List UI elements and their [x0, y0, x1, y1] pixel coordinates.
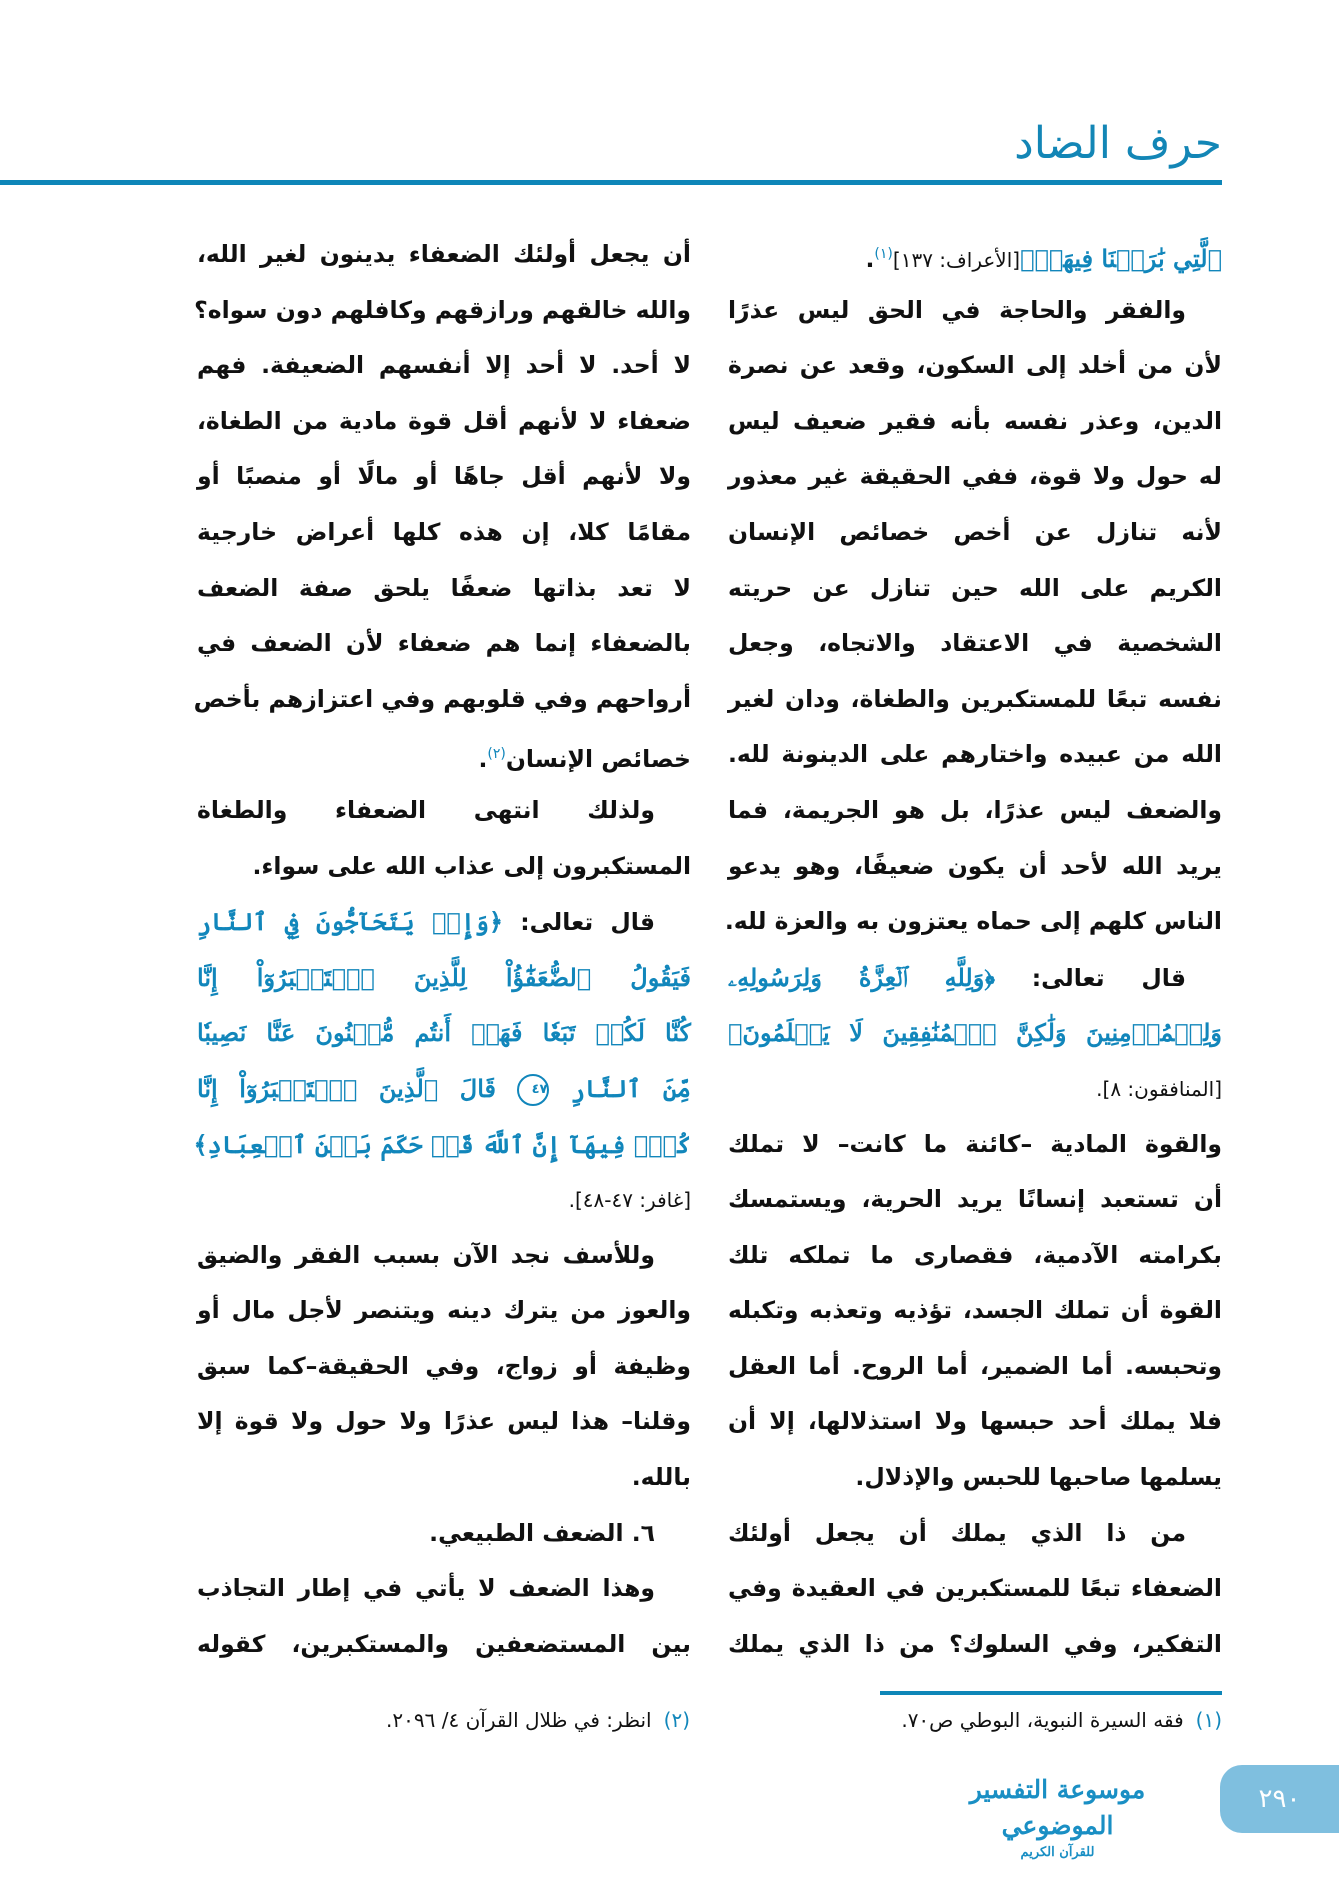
footnote-number: (٢) [663, 1708, 690, 1732]
text: خصائص الإنسان [505, 745, 691, 774]
punctuation: . [865, 244, 875, 273]
text-line: الشخصية في الاعتقاد والاتجاه، وجعل [728, 629, 1222, 658]
quote-lead: قال تعالى: [520, 908, 655, 937]
logo-subtitle: للقرآن الكريم [1020, 1845, 1095, 1860]
text-line: وقلنا– هذا ليس عذرًا ولا حول ولا قوة إلا [197, 1407, 691, 1436]
text-line: لا تعد بذاتها ضعفًا يلحق صفة الضعف [197, 573, 691, 602]
page-number: ٢٩٠ [1220, 1765, 1339, 1833]
text-line: والضعف ليس عذرًا، بل هو الجريمة، فما [728, 795, 1222, 824]
text-line: أن يجعل أولئك الضعفاء يدينون لغير الله، [197, 240, 691, 268]
text-line: الضعفاء تبعًا للمستكبرين في العقيدة وفي [728, 1574, 1222, 1603]
text-line: لا أحد. لا أحد إلا أنفسهم الضعيفة. فهم [197, 351, 691, 380]
text-line: أرواحهم وفي قلوبهم وفي اعتزازهم بأخص [193, 684, 691, 713]
text-line: أن تستعبد إنسانًا يريد الحرية، ويستمسك [728, 1185, 1222, 1214]
footnote-text: فقه السيرة النبوية، البوطي ص٧٠. [901, 1708, 1184, 1732]
chapter-title: حرف الضاد [1014, 118, 1222, 169]
footnote-number: (١) [1195, 1708, 1222, 1732]
text-line [728, 950, 1222, 1006]
text-line: مقامًا كلا، إن هذه كلها أعراض خارجية [197, 517, 691, 546]
quran-verse: ﴿وَلِلَّهِ ٱلۡعِزَّةُ وَلِرَسُولِهِۦ [728, 962, 995, 992]
verse-reference: [غافر: ٤٧-٤٨]. [568, 1188, 691, 1213]
logo-title: موسوعة التفسير الموضوعي [969, 1775, 1146, 1840]
verse-reference: [الأعراف: ١٣٧] [892, 247, 1021, 272]
footnote-marker[interactable]: (٢) [487, 746, 506, 763]
quran-verse: كُلّٞ فِيهَآ إِنَّ ٱللَّهَ قَدۡ حَكَمَ بَيۡنَ ٱلۡعِبَادِ﴾ [193, 1129, 691, 1159]
text-line: ولذلك انتهى الضعفاء والطغاة [197, 795, 655, 824]
text-line [197, 1172, 691, 1228]
text-line: وظيفة أو زواج، وفي الحقيقة–كما سبق [197, 1351, 691, 1380]
text-line: والله خالقهم ورازقهم وكافلهم دون سواه؟ [194, 295, 691, 324]
text-line: يريد الله لأحد أن يكون ضعيفًا، وهو يدعو [728, 851, 1222, 880]
text-line [728, 1005, 1222, 1061]
ayah-number-icon: ٤٧ [517, 1074, 549, 1106]
footnote-1 [901, 1708, 1222, 1732]
text-line [197, 894, 691, 950]
text-line [197, 1061, 691, 1117]
quran-verse: فَيَقُولُ ٱلضُّعَفَٰٓؤُاْ لِلَّذِينَ ٱسۡتَكۡبَرُوٓاْ إِنَّا [197, 962, 691, 992]
text-line: بالله. [631, 1463, 691, 1492]
text-line [197, 950, 691, 1006]
quran-verse: قَالَ ٱلَّذِينَ ٱسۡتَكۡبَرُوٓاْ إِنَّا [197, 1073, 497, 1103]
header-divider [0, 180, 1222, 185]
footnote-marker[interactable]: (١) [874, 246, 893, 262]
encyclopedia-logo [935, 1772, 1180, 1862]
left-column [193, 227, 691, 1672]
right-column [724, 227, 1222, 1672]
text-line: بكرامته الآدمية، فقصارى ما تملكه تلك [728, 1240, 1222, 1269]
text-line: الناس كلهم إلى حماه يعتزون به والعزة لله. [724, 907, 1222, 936]
text-line: لأن من أخلد إلى السكون، وقعد عن نصرة [728, 351, 1222, 380]
text-line: الدين، وعذر نفسه بأنه فقير ضعيف ليس [728, 406, 1222, 435]
quran-verse: مِّنَ ٱلنَّارِ [570, 1073, 691, 1103]
text-line: فلا يملك أحد حبسها ولا استذلالها، إلا أن [728, 1407, 1222, 1436]
text-line: ولا لأنهم أقل جاهًا أو مالًا أو منصبًا أو [197, 462, 691, 491]
text-line [728, 227, 1222, 283]
text-line: والقوة المادية –كائنة ما كانت– لا تملك [728, 1129, 1222, 1158]
text-line: نفسه تبعًا للمستكبرين والطغاة، ودان لغير [728, 684, 1222, 713]
text-line [193, 1117, 691, 1173]
text-line: بين المستضعفين والمستكبرين، كقوله [197, 1629, 691, 1658]
text-line: وتحبسه. أما الضمير، أما الروح. أما العقل [728, 1351, 1222, 1380]
quote-lead: قال تعالى: [1031, 963, 1186, 992]
text-line: والعوز من يترك دينه ويتنصر لأجل مال أو [197, 1296, 691, 1325]
footnote-text: انظر: في ظلال القرآن ٤/ ٢٠٩٦. [386, 1708, 652, 1732]
text-line: وللأسف نجد الآن بسبب الفقر والضيق [197, 1240, 655, 1269]
text-line: المستكبرون إلى عذاب الله على سواء. [252, 851, 691, 880]
quran-verse: ﴿وَإِذۡ يَتَحَآجُّونَ فِي ٱلنَّارِ [197, 907, 504, 937]
text-line: له حول ولا قوة، ففي الحقيقة غير معذور [728, 462, 1222, 491]
footnote-2 [386, 1708, 690, 1732]
text-line: الله من عبيده واختارهم على الدينونة لله. [728, 740, 1222, 769]
text-line: لأنه تنازل عن أخص خصائص الإنسان [728, 517, 1222, 546]
text-line: الكريم على الله حين تنازل عن حريته [728, 573, 1222, 602]
text-line: ضعفاء لا لأنهم أقل قوة مادية من الطغاة، [197, 406, 691, 435]
text-line [197, 1005, 691, 1061]
text-line: التفكير، وفي السلوك؟ من ذا الذي يملك [728, 1629, 1222, 1658]
verse-reference: [المنافقون: ٨]. [1096, 1076, 1222, 1101]
text-line: بالضعفاء إنما هم ضعفاء لأن الضعف في [197, 629, 691, 658]
section-heading: ٦. الضعف الطبيعي. [429, 1518, 655, 1547]
footnote-divider [880, 1691, 1222, 1695]
text-line: يسلمها صاحبها للحبس والإذلال. [855, 1463, 1222, 1492]
text-line: القوة أن تملك الجسد، تؤذيه وتعذبه وتكبله [728, 1296, 1222, 1325]
text-line [197, 727, 691, 783]
punctuation: . [478, 745, 488, 774]
text-line [728, 1061, 1222, 1117]
quran-verse: ٱلَّتِي بَٰرَكۡنَا فِيهَاۖ﴾ [1020, 243, 1222, 273]
text-line: من ذا الذي يملك أن يجعل أولئك [728, 1518, 1186, 1547]
quran-verse: كُنَّا لَكُمۡ تَبَعٗا فَهَلۡ أَنتُم مُّغۡنُونَ عَنَّا نَصِيبٗا [197, 1018, 691, 1048]
quran-verse: وَلِلۡمُؤۡمِنِينَ وَلَٰكِنَّ ٱلۡمُنَٰفِقِينَ لَا يَعۡلَمُونَ﴾ [728, 1018, 1222, 1048]
text-line: والفقر والحاجة في الحق ليس عذرًا [728, 295, 1186, 324]
text-line: وهذا الضعف لا يأتي في إطار التجاذب [197, 1574, 655, 1603]
